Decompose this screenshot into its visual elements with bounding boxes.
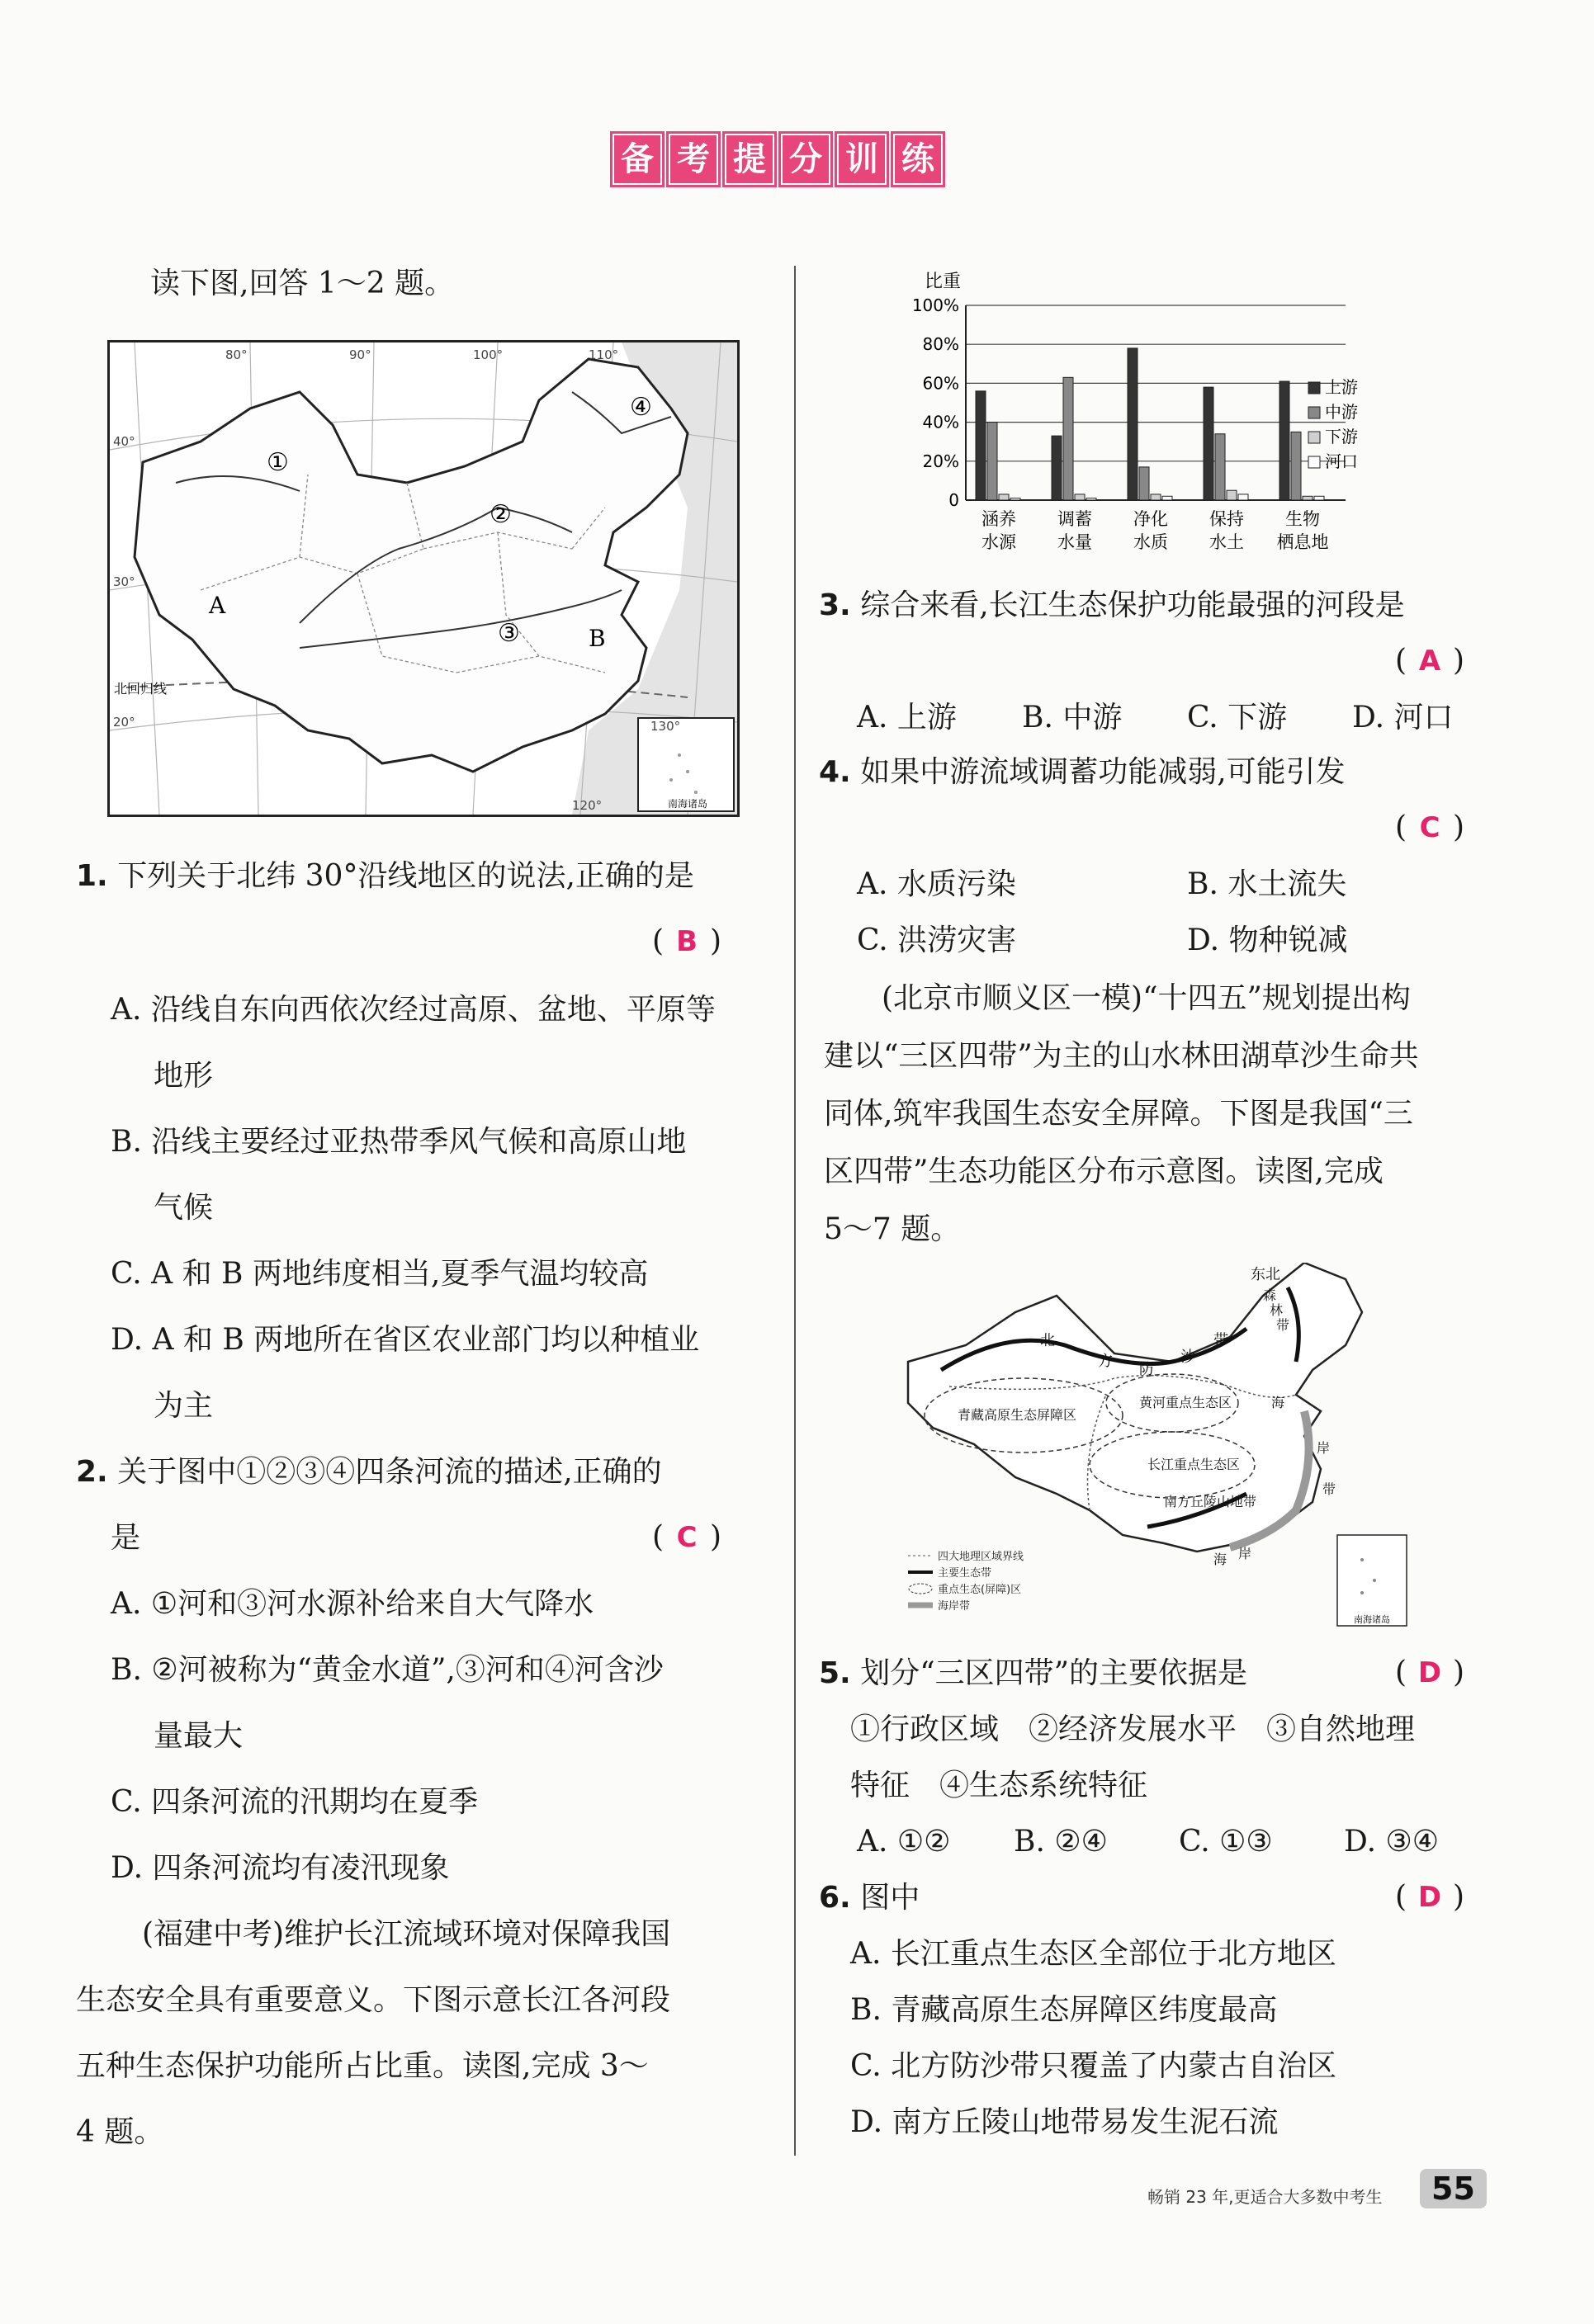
label-north-1: 北 bbox=[1040, 1332, 1055, 1349]
tropic-label: 北回归线 bbox=[114, 681, 168, 697]
bar-中游 bbox=[987, 423, 997, 500]
option-c: C. 四条河流的汛期均在夏季 bbox=[111, 1785, 479, 1819]
lat-tick: 20° bbox=[113, 715, 135, 730]
banner-char: 考 bbox=[669, 134, 718, 185]
label-north-5: 带 bbox=[1213, 1332, 1228, 1349]
answer-letter: C bbox=[1419, 811, 1440, 844]
x-tick-label: 涵养 bbox=[981, 509, 1016, 529]
question-number: 1. bbox=[76, 859, 108, 893]
inset-label: 南海诸岛 bbox=[667, 798, 708, 810]
question-1 bbox=[76, 858, 694, 895]
y-tick-label: 80% bbox=[922, 334, 959, 355]
option-b-cont: 气候 bbox=[154, 1191, 214, 1225]
bar-上游 bbox=[1128, 348, 1138, 500]
footer-slogan: 畅销 23 年,更适合大多数中考生 bbox=[1147, 2187, 1383, 2207]
lon-tick: 80° bbox=[225, 347, 248, 362]
x-tick-label: 调蓄 bbox=[1057, 509, 1092, 529]
ecological-zones-map bbox=[900, 1263, 1412, 1634]
lon-tick: 100° bbox=[473, 347, 504, 362]
option-c: C. 北方防沙带只覆盖了内蒙古自治区 bbox=[850, 2049, 1337, 2083]
river-label-3: ③ bbox=[498, 619, 520, 648]
passage-line: 5～7 题。 bbox=[824, 1212, 961, 1246]
option-d: D. 四条河流均有凌汛现象 bbox=[111, 1851, 450, 1885]
river-label-1: ① bbox=[267, 448, 289, 477]
banner-char: 提 bbox=[725, 134, 774, 185]
banner-char: 训 bbox=[837, 134, 887, 185]
option-b: B. ②河被称为“黄金水道”,③河和④河含沙 bbox=[111, 1653, 664, 1687]
answer-q3: ( A ) bbox=[1395, 644, 1465, 678]
label-forest-1: 森 bbox=[1263, 1287, 1277, 1303]
option-c: C. 下游 bbox=[1187, 701, 1288, 735]
label-forest-3: 带 bbox=[1276, 1317, 1290, 1333]
bar-下游 bbox=[999, 494, 1009, 500]
bar-中游 bbox=[1291, 432, 1301, 500]
passage-line: (福建中考)维护长江流域环境对保障我国 bbox=[142, 1917, 671, 1951]
question-number: 6. bbox=[819, 1881, 851, 1915]
question-2 bbox=[76, 1454, 662, 1490]
legend-swatch bbox=[1308, 456, 1320, 468]
question-3 bbox=[819, 588, 1405, 624]
label-coast-4: 海 bbox=[1213, 1552, 1227, 1567]
x-tick-label: 保持 bbox=[1209, 509, 1244, 529]
lon-tick: 90° bbox=[349, 347, 371, 362]
passage-line: (北京市顺义区一模)“十四五”规划提出构 bbox=[882, 981, 1411, 1015]
place-label-a: A bbox=[209, 592, 226, 619]
bar-上游 bbox=[1204, 387, 1213, 500]
place-label-b: B bbox=[589, 625, 606, 652]
river-label-2: ② bbox=[490, 500, 512, 529]
legend-label: 上游 bbox=[1325, 377, 1358, 397]
option-b: B. ②④ bbox=[1014, 1825, 1108, 1859]
question-stem-cont: 是 bbox=[111, 1521, 141, 1555]
lat-tick: 30° bbox=[113, 574, 135, 589]
label-coast-2: 岸 bbox=[1317, 1440, 1331, 1456]
bar-上游 bbox=[1279, 381, 1289, 500]
label-coast-3: 带 bbox=[1322, 1481, 1336, 1497]
bar-河口 bbox=[1314, 496, 1324, 500]
question-stem: 关于图中①②③④四条河流的描述,正确的 bbox=[117, 1455, 662, 1489]
option-d: D. ③④ bbox=[1344, 1825, 1440, 1859]
option-a: A. ①河和③河水源补给来自大气降水 bbox=[111, 1587, 594, 1621]
section-banner bbox=[613, 134, 943, 185]
label-north-2: 方 bbox=[1098, 1353, 1113, 1370]
passage-line: 同体,筑牢我国生态安全屏障。下图是我国“三 bbox=[824, 1097, 1413, 1131]
option-c: C. 洪涝灾害 bbox=[857, 923, 1017, 957]
legend-coast: 海岸带 bbox=[938, 1600, 971, 1613]
banner-char: 分 bbox=[781, 134, 830, 185]
question-number: 4. bbox=[819, 755, 851, 789]
legend-swatch bbox=[1308, 382, 1320, 394]
option-b: B. 中游 bbox=[1022, 701, 1123, 735]
x-tick-label: 水质 bbox=[1133, 532, 1168, 552]
function-bar-chart bbox=[858, 262, 1370, 560]
x-tick-label: 栖息地 bbox=[1276, 532, 1329, 552]
option-a: A. ①② bbox=[857, 1825, 951, 1859]
y-tick-label: 60% bbox=[922, 373, 959, 394]
x-tick-label: 生物 bbox=[1285, 509, 1320, 529]
bar-河口 bbox=[1010, 498, 1020, 500]
bar-中游 bbox=[1063, 377, 1073, 500]
label-yangtze: 长江重点生态区 bbox=[1147, 1457, 1241, 1472]
answer-letter: D bbox=[1417, 1656, 1442, 1689]
lon-tick: 120° bbox=[572, 798, 603, 813]
answer-letter: B bbox=[676, 925, 698, 958]
column-divider bbox=[794, 266, 796, 2156]
chart-svg bbox=[858, 262, 1370, 560]
intro-q1-2: 读下图,回答 1～2 题。 bbox=[150, 267, 455, 300]
option-d: D. 物种锐减 bbox=[1187, 923, 1348, 957]
x-tick-label: 净化 bbox=[1133, 509, 1168, 529]
bar-河口 bbox=[1086, 498, 1096, 500]
statement-line: ①行政区域 ②经济发展水平 ③自然地理 bbox=[850, 1712, 1416, 1746]
option-b: B. 水土流失 bbox=[1187, 867, 1347, 901]
y-tick-label: 20% bbox=[922, 451, 959, 471]
answer-q5: ( D ) bbox=[1395, 1656, 1465, 1689]
question-number: 2. bbox=[76, 1455, 108, 1489]
question-number: 3. bbox=[819, 588, 851, 622]
y-tick-label: 0 bbox=[948, 490, 959, 510]
zones-map-svg bbox=[900, 1263, 1412, 1634]
answer-q4: ( C ) bbox=[1395, 810, 1465, 844]
option-a-cont: 地形 bbox=[154, 1059, 214, 1093]
label-south-hills: 南方丘陵山地带 bbox=[1164, 1494, 1257, 1509]
option-d-cont: 为主 bbox=[154, 1389, 214, 1423]
passage-line: 五种生态保护功能所占比重。读图,完成 3～ bbox=[76, 2049, 649, 2083]
legend-swatch bbox=[1308, 407, 1320, 418]
label-qinghai: 青藏高原生态屏障区 bbox=[958, 1407, 1077, 1423]
bar-下游 bbox=[1227, 490, 1237, 500]
river-label-4: ④ bbox=[630, 393, 652, 422]
label-yellow-river: 黄河重点生态区 bbox=[1139, 1395, 1232, 1410]
legend-belt: 主要生态带 bbox=[938, 1567, 992, 1580]
bar-中游 bbox=[1139, 467, 1149, 500]
question-stem: 综合来看,长江生态保护功能最强的河段是 bbox=[860, 588, 1405, 622]
page-number: 55 bbox=[1420, 2169, 1487, 2208]
question-stem: 如果中游流域调蓄功能减弱,可能引发 bbox=[860, 755, 1346, 789]
y-tick-label: 100% bbox=[911, 295, 959, 315]
option-c: C. ①③ bbox=[1179, 1825, 1273, 1859]
question-stem: 图中 bbox=[860, 1881, 920, 1915]
bar-上游 bbox=[1052, 436, 1062, 500]
option-d: D. 河口 bbox=[1352, 701, 1454, 735]
option-b: B. 沿线主要经过亚热带季风气候和高原山地 bbox=[111, 1125, 687, 1159]
label-forest-2: 林 bbox=[1270, 1302, 1284, 1318]
bar-上游 bbox=[976, 391, 986, 500]
label-north-4: 沙 bbox=[1180, 1349, 1195, 1366]
question-4 bbox=[819, 754, 1346, 791]
statement-line: 特征 ④生态系统特征 bbox=[850, 1769, 1148, 1802]
label-north-3: 防 bbox=[1139, 1361, 1154, 1378]
x-tick-label: 水量 bbox=[1057, 532, 1092, 552]
bar-下游 bbox=[1303, 496, 1313, 500]
china-map-svg bbox=[110, 342, 737, 815]
passage-line: 区四带”生态功能区分布示意图。读图,完成 bbox=[824, 1155, 1384, 1188]
question-stem: 划分“三区四带”的主要依据是 bbox=[860, 1656, 1247, 1690]
option-a: A. 长江重点生态区全部位于北方地区 bbox=[850, 1937, 1336, 1971]
y-tick-label: 40% bbox=[922, 412, 959, 432]
lon-tick: 110° bbox=[589, 347, 619, 362]
legend-zone: 重点生态(屏障)区 bbox=[938, 1584, 1022, 1596]
answer-letter: C bbox=[676, 1521, 698, 1554]
bar-下游 bbox=[1075, 494, 1085, 500]
legend-swatch bbox=[1308, 432, 1320, 443]
answer-q6: ( D ) bbox=[1395, 1880, 1465, 1914]
answer-letter: D bbox=[1417, 1881, 1442, 1914]
legend-label: 下游 bbox=[1325, 427, 1358, 446]
y-axis-label: 比重 bbox=[925, 272, 962, 292]
inset-label: 南海诸岛 bbox=[1354, 1614, 1390, 1625]
question-5 bbox=[819, 1656, 1247, 1692]
question-6 bbox=[819, 1880, 920, 1916]
legend-label: 河口 bbox=[1325, 451, 1358, 471]
legend-boundary: 四大地理区域界线 bbox=[938, 1551, 1024, 1563]
china-map-1 bbox=[107, 340, 740, 817]
lat-tick: 40° bbox=[113, 434, 135, 449]
option-c: C. A 和 B 两地纬度相当,夏季气温均较高 bbox=[111, 1257, 649, 1291]
passage-line: 建以“三区四带”为主的山水林田湖草沙生命共 bbox=[824, 1039, 1419, 1073]
label-coast-1: 海 bbox=[1271, 1395, 1285, 1410]
label-northeast: 东北 bbox=[1251, 1266, 1280, 1283]
bar-中游 bbox=[1215, 434, 1225, 500]
answer-q2: ( C ) bbox=[652, 1520, 722, 1554]
bar-下游 bbox=[1151, 494, 1161, 500]
lon-tick: 130° bbox=[650, 719, 681, 734]
option-b: B. 青藏高原生态屏障区纬度最高 bbox=[850, 1993, 1278, 2027]
x-tick-label: 水源 bbox=[981, 532, 1016, 552]
option-a: A. 水质污染 bbox=[857, 867, 1016, 901]
passage-line: 生态安全具有重要意义。下图示意长江各河段 bbox=[76, 1983, 671, 2017]
banner-char: 练 bbox=[893, 134, 943, 185]
label-coast-5: 岸 bbox=[1238, 1546, 1252, 1561]
option-a: A. 沿线自东向西依次经过高原、盆地、平原等 bbox=[111, 993, 716, 1027]
option-d: D. 南方丘陵山地带易发生泥石流 bbox=[850, 2105, 1279, 2139]
legend-label: 中游 bbox=[1325, 402, 1358, 422]
bar-河口 bbox=[1238, 494, 1248, 500]
bar-河口 bbox=[1162, 496, 1172, 500]
option-b-cont: 量最大 bbox=[154, 1719, 244, 1753]
question-number: 5. bbox=[819, 1656, 851, 1690]
banner-char: 备 bbox=[613, 134, 662, 185]
passage-line: 4 题。 bbox=[76, 2115, 164, 2149]
question-stem: 下列关于北纬 30°沿线地区的说法,正确的是 bbox=[117, 859, 694, 893]
answer-q1: ( B ) bbox=[652, 924, 722, 958]
x-tick-label: 水土 bbox=[1209, 532, 1244, 552]
option-d: D. A 和 B 两地所在省区农业部门均以种植业 bbox=[111, 1323, 700, 1357]
answer-letter: A bbox=[1418, 645, 1441, 678]
option-a: A. 上游 bbox=[857, 701, 957, 735]
